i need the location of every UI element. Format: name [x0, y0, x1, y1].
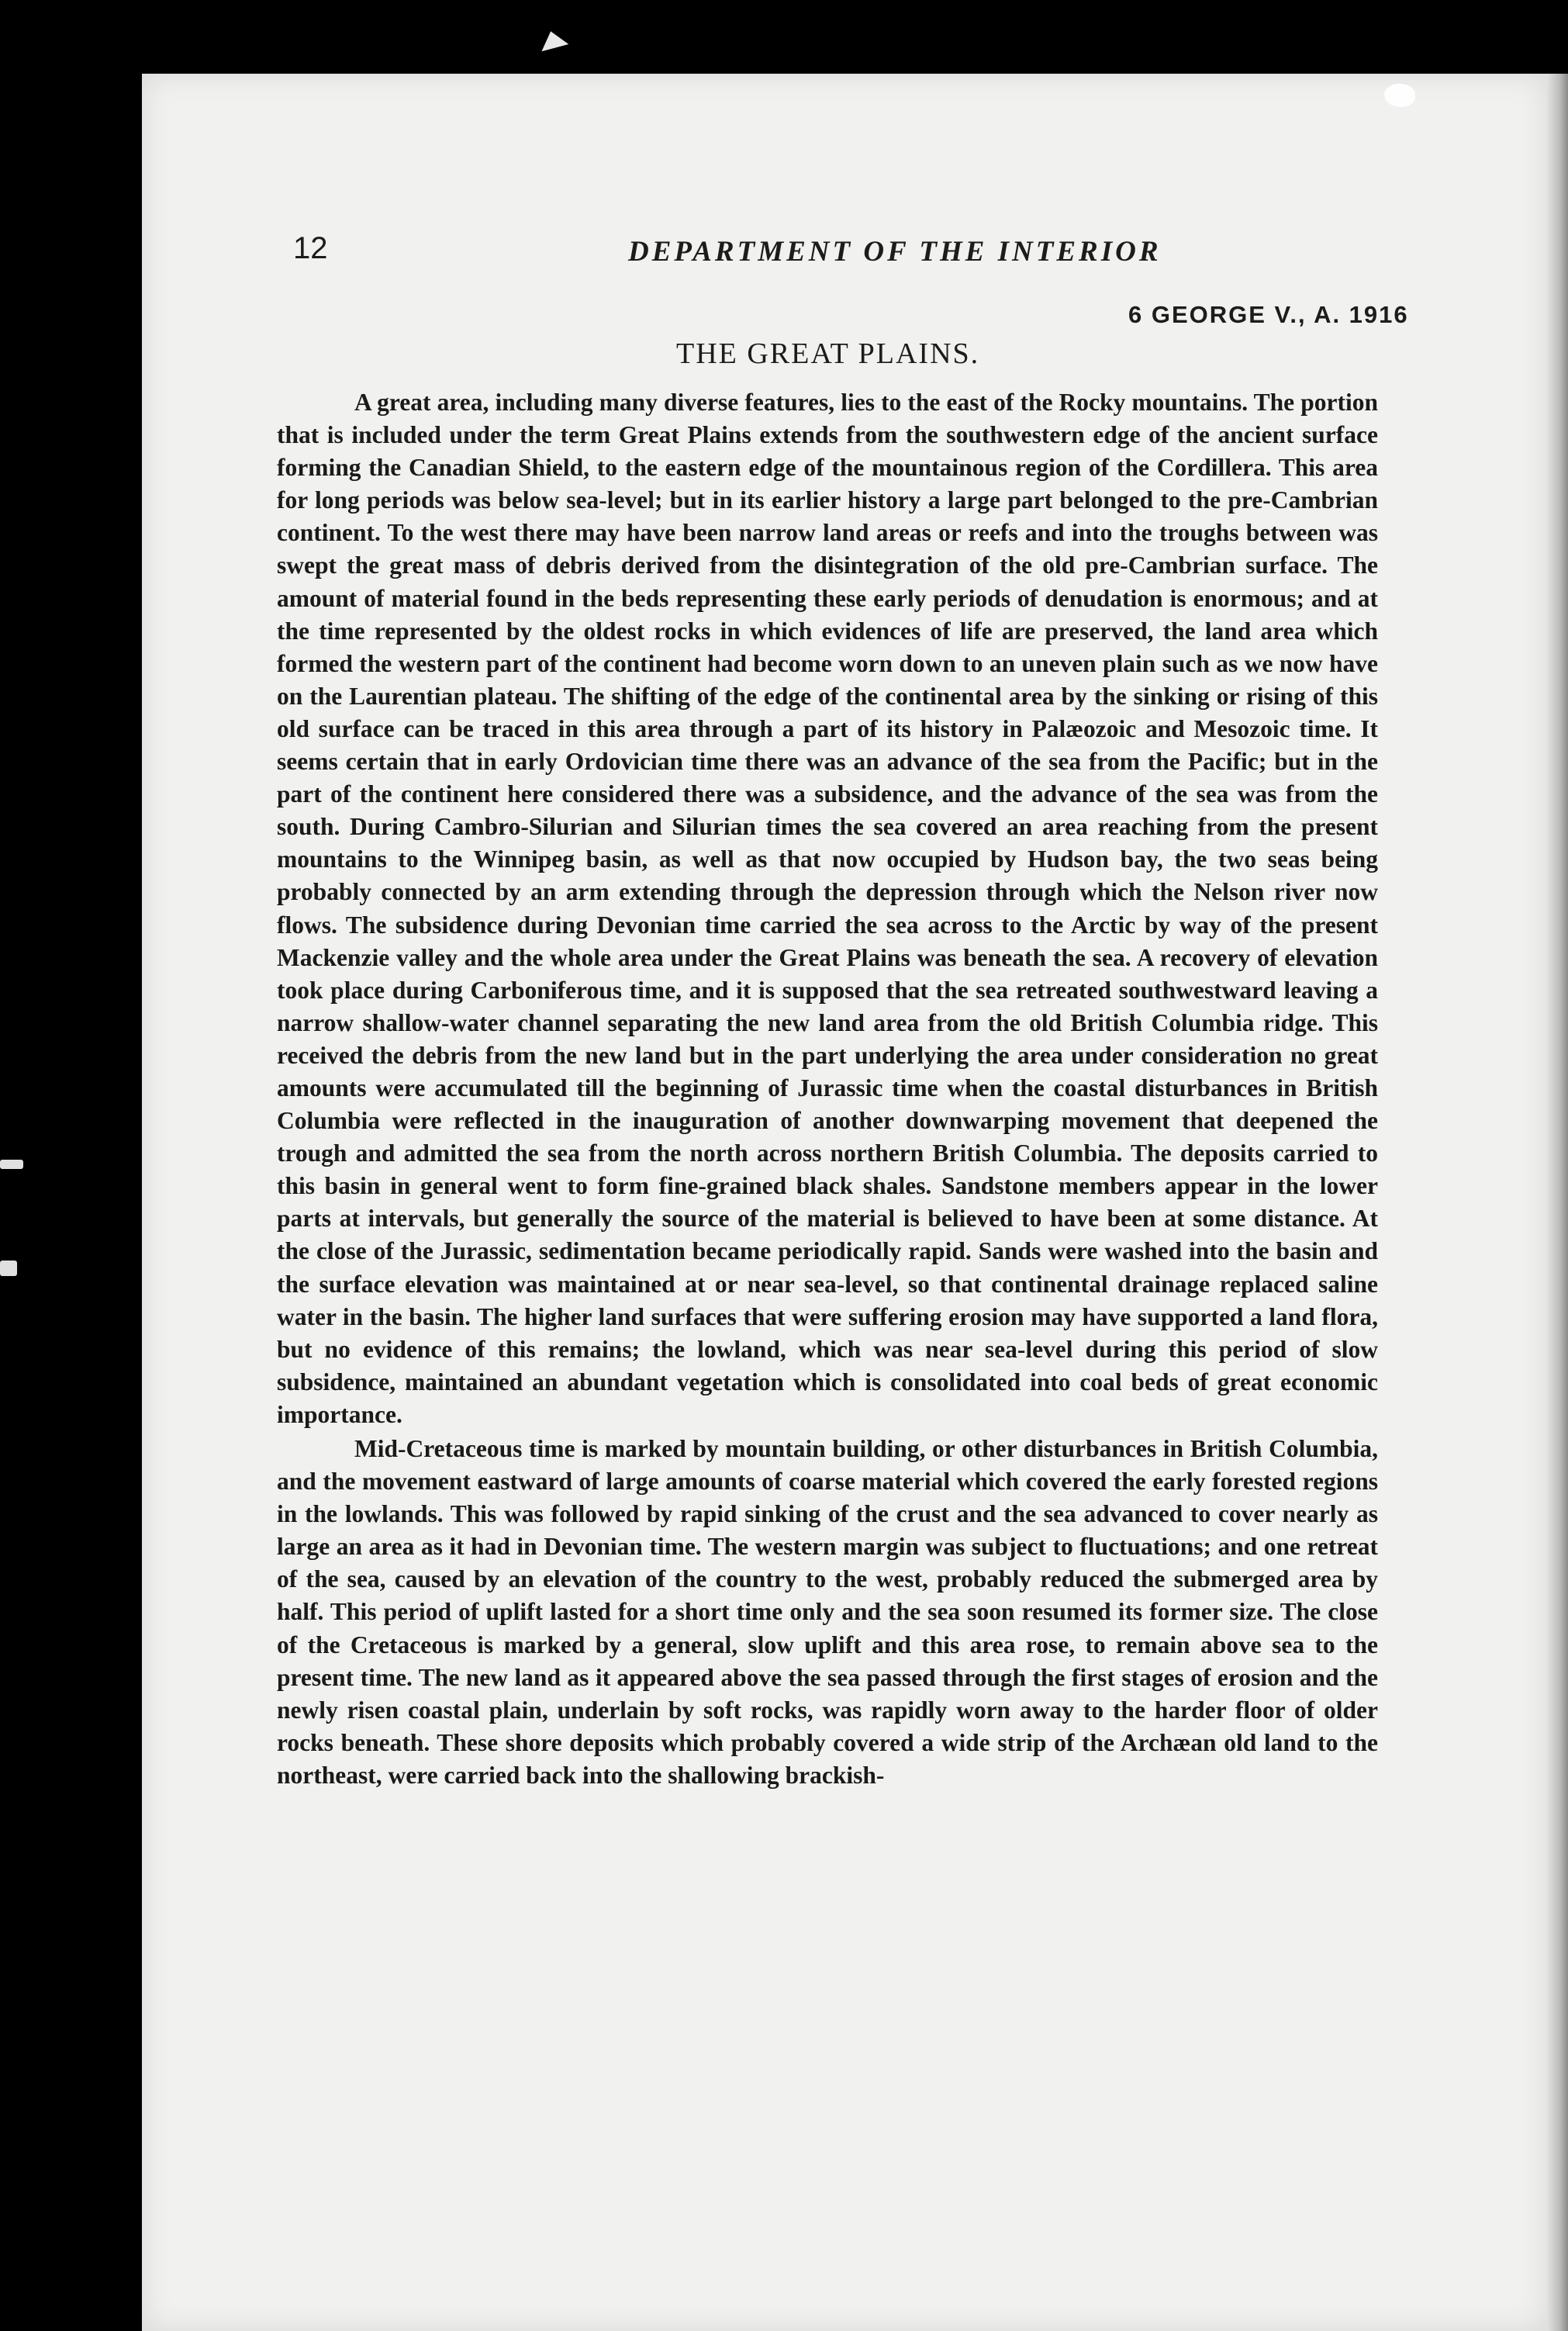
body-text [277, 386, 1378, 1792]
paragraph: Mid-Cretaceous time is marked by mountain building, or other disturbances in British Columbia, and the movement eastward of large amounts of coarse material which covered the early forested regions in the lowlands. This was followed by rapid sinking of the crust and the sea advanced to cover nearly as large an area as it had in Devonian time. The western margin was subject to fluctuations; and one retreat of the sea, caused by an elevation of the country to the west, probably reduced the submerged area by half. This period of uplift lasted for a short time only and the sea soon resumed its former size. The close of the Cretaceous is marked by a general, slow uplift and this area rose, to remain above sea to the present time. The new land as it appeared above the sea passed through the first stages of erosion and the newly risen coastal plain, underlain by soft rocks, was rapidly worn away to the harder floor of older rocks beneath. These shore deposits which probably covered a wide strip of the Archæan old land to the northeast, were carried back into the shallowing brackish- [277, 1435, 1378, 1789]
paragraph: A great area, including many diverse features, lies to the east of the Rocky mountains. The portion that is included under the term Great Plains extends from the southwestern edge of the ancient surface forming the Canadian Shield, to the eastern edge of the mountainous region of the Cordillera. This area for long periods was below sea-level; but in its earlier history a large part belonged to the pre-Cambrian continent. To the west there may have been narrow land areas or reefs and into the troughs between was swept the great mass of debris derived from the disintegration of the old pre-Cambrian surface. The amount of material found in the beds representing these early periods of denudation is enormous; and at the time represented by the oldest rocks in which evidences of life are preserved, the land area which formed the western part of the continent had become worn down to an uneven plain such as we now have on the Laurentian plateau. The shifting of the edge of the continental area by the sinking or rising of this old surface can be traced in this area through a part of its history in Palæozoic and Mesozoic time. It seems certain that in early Ordovician time there was an advance of the sea from the Pacific; but in the part of the continent here considered there was a subsidence, and the advance of the sea was from the south. During Cambro-Silurian and Silurian times the sea covered an area reaching from the present mountains to the Winnipeg basin, as well as that now occupied by Hudson bay, the two seas being probably connected by an arm extending through the depression through which the Nelson river now flows. The subsidence during Devonian time carried the sea across to the Arctic by way of the present Mackenzie valley and the whole area under the Great Plains was beneath the sea. A recovery of elevation took place during Carboniferous time, and it is supposed that the sea retreated southwestward leaving a narrow shallow-water channel separating the new land area from the old British Columbia ridge. This received the debris from the new land but in the part underlying the area under consideration no great amounts were accumulated till the beginning of Jurassic time when the coastal disturbances in British Columbia were reflected in the inauguration of another downwarping movement that deepened the trough and admitted the sea from the north across northern British Columbia. The deposits carried to this basin in general went to form fine-grained black shales. Sandstone members appear in the lower parts at intervals, but generally the source of the material is believed to have been at some distance. At the close of the Jurassic, sedimentation became periodically rapid. Sands were washed into the basin and the surface elevation was maintained at or near sea-level, so that continental drainage replaced saline water in the basin. The higher land surfaces that were suffering erosion may have supported a land flora, but no evidence of this remains; the lowland, which was near sea-level during this period of slow subsidence, maintained an abundant vegetation which is consolidated into coal beds of great economic importance. [277, 389, 1378, 1428]
regnal-year: 6 GEORGE V., A. 1916 [1128, 301, 1409, 328]
corner-tear-mark [1384, 84, 1415, 107]
film-scratch-mark [0, 1261, 17, 1276]
running-head: DEPARTMENT OF THE INTERIOR [628, 236, 1162, 268]
chapter-title: THE GREAT PLAINS. [676, 337, 980, 370]
film-scratch-mark [537, 28, 568, 52]
page-number: 12 [293, 231, 328, 265]
film-scratch-mark [0, 1160, 23, 1169]
page-edge [1547, 74, 1568, 2331]
